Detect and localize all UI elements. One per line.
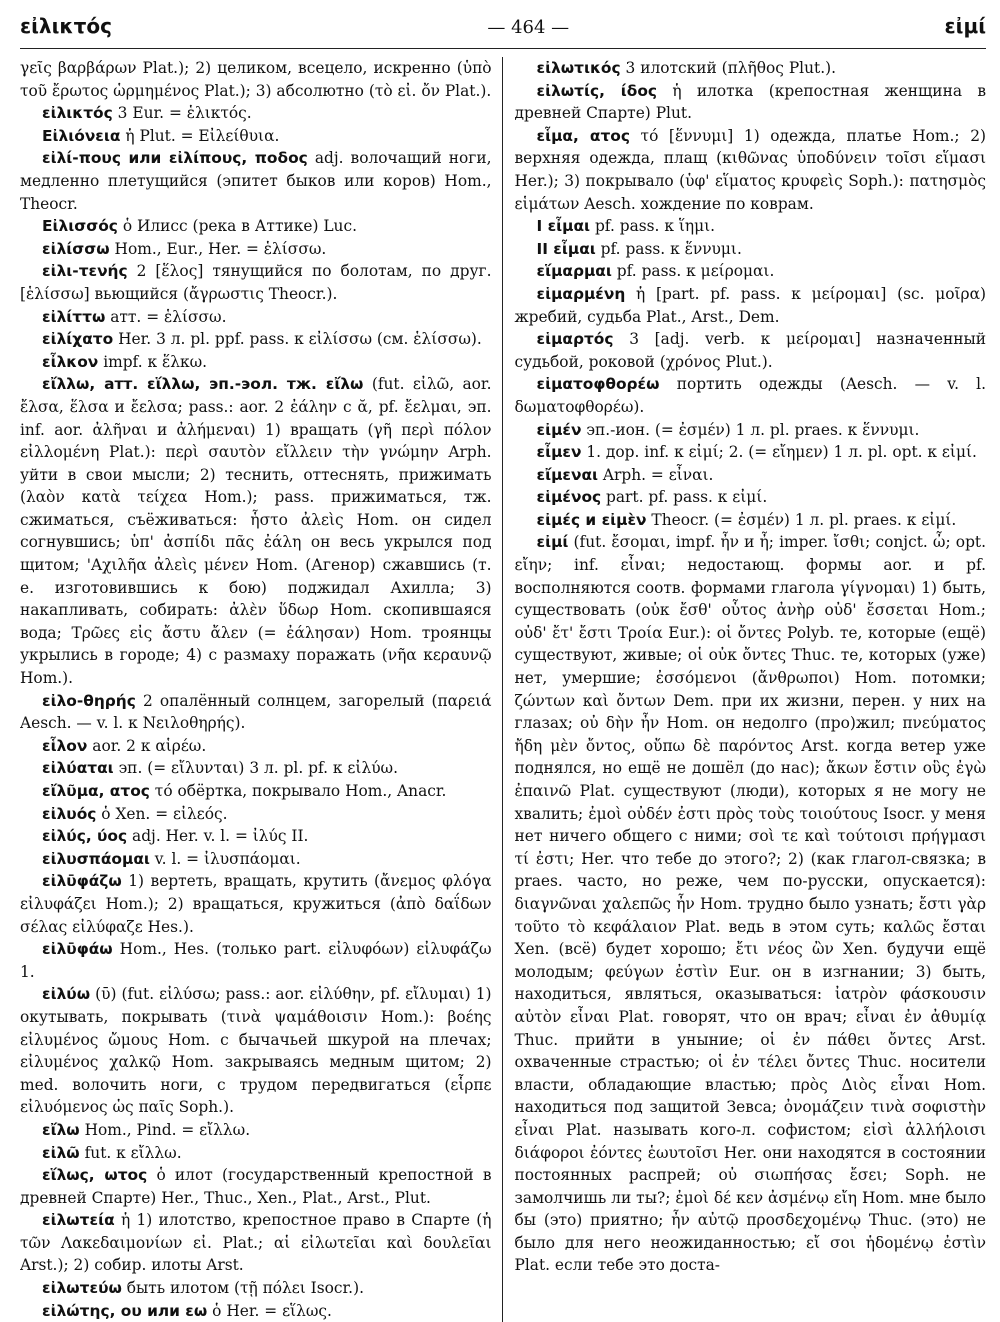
- entry-definition: ἡ илотка (крепостная женщина в древней Спарте) Plut.: [514, 81, 986, 123]
- entry-headword: εἰλύαται: [42, 759, 114, 778]
- entry-headword: Εἰλισσός: [42, 217, 118, 236]
- dictionary-entry: [515, 283, 987, 328]
- entry-definition: Hom., Eur., Her. = ἑλίσσω.: [109, 239, 327, 258]
- left-running-headword: εἰλικτός: [20, 14, 112, 38]
- dictionary-entry: [20, 1142, 492, 1165]
- dictionary-entry: [20, 373, 492, 689]
- entry-definition: pf. pass. к ἵημι.: [590, 217, 716, 236]
- entry-headword: εἷλον: [42, 736, 88, 755]
- dictionary-entry: [20, 1277, 492, 1300]
- entry-headword: εἴμεναι: [536, 465, 599, 484]
- dictionary-entry: [20, 1300, 492, 1322]
- columns: [20, 57, 986, 1322]
- dictionary-entry: [20, 238, 492, 261]
- entry-headword: εἰλο-θηρής: [42, 691, 136, 710]
- entry-headword: εἰλωτικός: [536, 59, 621, 77]
- dictionary-entry: [515, 260, 987, 283]
- dictionary-entry: [20, 803, 492, 826]
- entry-definition: fut. к εἴλλω.: [79, 1143, 182, 1162]
- dictionary-entry: [20, 260, 492, 305]
- dictionary-entry: [515, 57, 987, 80]
- entry-headword: εἰλυσπάομαι: [42, 849, 150, 868]
- dictionary-entry: [515, 238, 987, 261]
- dictionary-entry: [20, 848, 492, 871]
- entry-headword: εἶμεν: [536, 443, 582, 462]
- entry-headword: εἰμέν: [536, 420, 582, 439]
- entry-definition: adj. волочащий ноги, медленно плетущийся (эпитет быков или коров) Hom., Theocr.: [20, 149, 492, 213]
- dictionary-entry: [515, 125, 987, 215]
- dictionary-entry: [20, 1164, 492, 1209]
- entry-definition: pf. pass. к μείρομαι.: [611, 262, 775, 281]
- entry-definition: aor. 2 к αἱρέω.: [87, 736, 207, 755]
- entry-definition: быть илотом (τῇ πόλει Isocr.).: [121, 1279, 364, 1298]
- entry-headword: εἰλῡφάζω: [42, 872, 122, 891]
- entry-headword: εἰλύω: [42, 985, 91, 1004]
- entry-definition: эп. (= εἴλυνται) 3 л. pl. pf. к εἰλύω.: [113, 759, 398, 778]
- entry-definition: τό [ἕννυμι] 1) одежда, платье Hom.; 2) верхняя одежда, плащ (κιθῶνας ὑποδύνειν τοῖσι εἵμασι Her.); 3) покрывало (ὑφ' εἵματος κρυφεὶς Soph.): πατησμὸς εἱμάτων Aesch. хождение по коврам.: [514, 126, 986, 213]
- entry-headword: εἰλύς, ύος: [42, 827, 128, 846]
- entry-headword: εἰλίσσω: [42, 239, 110, 258]
- entry-definition: 3 [adj. verb. к μείρομαι] назначенный судьбой, роковой (χρόνος Plut.).: [514, 330, 986, 371]
- entry-headword: εἱμαρμένη: [536, 284, 626, 303]
- entry-definition: ἡ 1) илотство, крепостное право в Спарте (ἡ τῶν Λακεδαιμονίων εἰ. Plat.; αἱ εἰλωτεῖαι καὶ δουλεῖαι Arst.); 2) собир. илоты Arst.: [20, 1211, 492, 1275]
- entry-definition: (fut. ἔσομαι, impf. ἦν и ἦ; imper. ἴσθι; conjct. ὦ; opt. εἴην; inf. εἶναι; недостающ. формы aor. и pf. восполняются соотв. формами глагола γίγνομαι) 1) быть, существовать (οὐκ ἔσθ' οὗτος ἀνὴρ οὐδ' ἔσσεται Hom.; οὐδ' ἔτ' ἔστι Τροία Eur.): οἱ ὄντες Polyb. те, которые (ещё) существуют, живые; οἱ οὐκ ὄντες Thuc. те, которых (уже) нет, умершие; ἐσσόμενοι (ἄνθρωποι) Hom. потомки; ζώντων καὶ ὄντων Dem. при их жизни, перен. у них на глазах; οὐ δὴν ἦν Hom. он недолго (про)жил; πνεύματος ἤδη μὲν ὄντος, οὔπω δὲ παρόντος Arst. когда ветер уже поднялся, но ещё не дошёл (до нас); ἄκων ἔστιν οὓς ἐγὼ ἐπαινῶ Plat. существуют (люди), которых я не могу не хвалить; ἐμοὶ οὐδέν ἐστι πρὸς τοὺς τοιούτους Isocr. у меня нет ничего общего с ними; σοὶ τε καὶ τούτοισι πρήγμασι τί ἐστι; Her. что тебе до этого?; 2) (как глагол-связка; в praes. часто, но реже, чем по-русски, опускается): διαγνῶναι χαλεπῶς ἦν Hom. трудно было узнать; ἔστι γὰρ τοῦτο τὸ κεφάλαιον Plat. ведь в этом суть; καλῶς ἔσται Xen. (всё) будет хорошо; ἔτι νέος ὢν Xen. будучи ещё молодым; φεύγων ἐστὶν Eur. он в изгнании; 3) быть, находиться, являться, оказываться: ἰατρὸν φάσκουσιν αὐτὸν εἶναι Plat. говорят, что он врач; εἶναι ἐν ἀθυμίᾳ Thuc. прийти в уныние; οἱ ἐν πάθει ὄντες Arst. охваченные страстью; οἱ ἐν τέλει ὄντες Thuc. носители власти, обладающие властью; πρὸς Διὸς εἶναι Hom. находиться под защитой Зевса; ὀνομάζειν τινὰ σοφιστὴν εἶναι Plat. называть кого-л. софистом; εἰσὶ ἀλλήλοισι διάφοροι ἐόντες ἑωυτοῖσι Her. они находятся в состоянии постоянных распрей; οὐ σιωπήσας ἔσει; Soph. не замолчишь ли ты?; ἐμοὶ δέ κεν ἀσμένῳ εἴη Hom. мне было бы (это) приятно; ἦν αὐτῷ προσδεχομένῳ Thuc. (это) не было для него неожиданностью; εἴ σοι ἡδομένῳ ἐστὶν Plat. если тебе это доста-: [514, 533, 986, 1275]
- entry-headword: εἰλωτεύω: [42, 1279, 122, 1298]
- entry-headword: εἰλῶ: [42, 1143, 80, 1162]
- entry-definition: γεῖς βαρβάρων Plat.); 2) целиком, всецело, искренно (ὑπὸ τοῦ ἔρωτος ὡρμημένος Plat.); 3) абсолютно (τὸ εἰ. ὄν Plat.).: [20, 59, 492, 100]
- entry-definition: adj. Her. v. l. = ἰλύς II.: [127, 827, 309, 846]
- entry-definition: 3 Eur. = ἑλικτός.: [112, 104, 252, 123]
- dictionary-entry: [20, 983, 492, 1119]
- dictionary-entry: [515, 373, 987, 418]
- dictionary-entry: [515, 441, 987, 464]
- entry-definition: ὁ Her. = εἵλως.: [207, 1301, 332, 1320]
- dictionary-entry: [20, 757, 492, 780]
- dictionary-entry: [20, 125, 492, 148]
- entry-definition: v. l. = ἰλυσπάομαι.: [149, 849, 301, 868]
- entry-definition: атт. = ἑλίσσω.: [105, 307, 227, 326]
- dictionary-entry: [515, 509, 987, 532]
- dictionary-entry: [515, 464, 987, 487]
- dictionary-entry: [20, 1209, 492, 1277]
- entry-headword: εἰλώτης, ου или εω: [42, 1301, 208, 1320]
- entry-headword: εἰλίττω: [42, 307, 106, 326]
- entry-definition: (ῡ) (fut. εἰλύσω; pass.: aor. εἰλύθην, pf. εἴλυμαι) 1) окутывать, покрывать (τινὰ ψαμάθοισιν Hom.): βοέης εἰλυμένος ὤμους Hom. с бычачьей шкурой на плечах; εἰλυμένος χαλκῷ Hom. закрываясь медным щитом; 2) med. волочить ноги, с трудом передвигаться (εἷρπε εἰλυόμενος ὡς παῖς Soph.).: [20, 985, 492, 1117]
- entry-headword: εἰλικτός: [42, 104, 113, 123]
- right-running-headword: εἰμί: [944, 14, 986, 38]
- entry-headword: εἱμαρτός: [536, 330, 614, 349]
- entry-headword: εἱμένος: [536, 488, 602, 507]
- entry-definition: part. pf. pass. к εἰμί.: [601, 488, 768, 507]
- entry-definition: ἡ [part. pf. pass. к μείρομαι] (sc. μοῖρα) жребий, судьба Plat., Arst., Dem.: [514, 284, 986, 326]
- dictionary-entry: [20, 306, 492, 329]
- entry-headword: εἰλί-πους или εἰλίπους, ποδος: [42, 149, 308, 168]
- entry-definition: 3 илотский (πλῆθος Plut.).: [620, 59, 836, 77]
- page-header: [20, 14, 986, 49]
- entry-headword: εἰμί: [536, 533, 569, 552]
- entry-definition: ὁ Илисс (река в Аттике) Luc.: [117, 217, 357, 236]
- dictionary-entry: [515, 80, 987, 125]
- entry-definition: (fut. εἰλῶ, aor. ἔλσα, ἕλσα и ἔελσα; pass.: aor. 2 ἐάλην с ᾰ, pf. ἔελμαι, эп. inf. aor. ἀλῆναι и ἀλήμεναι) 1) вращать (γῆ περὶ πόλον εἰλλομένη Plat.): περὶ σαυτὸν εἴλλειν τὴν γνώμην Arph. уйти в свои мысли; 2) теснить, оттеснять, прижимать (λαὸν κατὰ τείχεα Hom.); pass. прижиматься, тж. сжиматься, съёживаться: ἧστο ἀλεὶς Hom. он сидел согнувшись; ὑπ' ἀσπίδι πᾶς ἐάλη он весь укрылся под щитом; 'Αχιλῆα ἀλεὶς μένεν Hom. (Агенор) сжавшись (т. е. изготовившись к бою) поджидал Ахилла; 3) накапливать, собирать: ἀλὲν ὕδωρ Hom. скопившаяся вода; Τρῶες εἰς ἄστυ ἄλεν (= ἐάλησαν) Hom. троянцы укрылись в городе; 4) с размаху поражать (νῆα κεραυνῷ Hom.).: [20, 375, 492, 688]
- dictionary-entry: [20, 690, 492, 735]
- dictionary-entry: [20, 351, 492, 374]
- entry-headword: εἶλκον: [42, 352, 99, 371]
- entry-headword: Εἰλιόνεια: [42, 126, 121, 145]
- entry-definition: 2 [ἕλος] тянущийся по болотам, по друг. [ἑλίσσω] вьющийся (ἄγρωστις Theocr.).: [20, 262, 492, 303]
- entry-headword: εἰλι-τενής: [42, 262, 128, 281]
- dictionary-entry: [515, 215, 987, 238]
- dictionary-entry: [20, 102, 492, 125]
- dictionary-entry: [20, 57, 492, 102]
- dictionary-entry: [20, 870, 492, 938]
- entry-definition: τό обёртка, покрывало Hom., Anacr.: [149, 782, 447, 800]
- entry-headword: εἴλω: [42, 1120, 80, 1139]
- entry-definition: Hom., Pind. = εἴλλω.: [79, 1120, 251, 1139]
- entry-definition: pf. pass. к ἕννυμι.: [595, 239, 742, 258]
- dictionary-entry: [20, 938, 492, 983]
- entry-definition: Her. 3 л. pl. ppf. pass. к εἰλίσσω (см. ἑλίσσω).: [113, 330, 482, 349]
- entry-headword: I εἶμαι: [536, 217, 591, 236]
- entry-headword: εἰλῡφάω: [42, 940, 113, 959]
- dictionary-entry: [20, 735, 492, 758]
- entry-headword: II εἶμαι: [536, 239, 596, 258]
- entry-definition: ἡ Plut. = Εἰλείθυια.: [120, 126, 280, 145]
- dictionary-entry: [515, 531, 987, 1277]
- entry-definition: эп.-ион. (= ἐσμέν) 1 л. pl. praes. к ἕννυμι.: [581, 420, 920, 439]
- entry-definition: ὁ Xen. = εἰλεός.: [96, 804, 228, 823]
- entry-headword: εἵμαρμαι: [536, 262, 612, 281]
- entry-definition: портить одежды (Aesch. — v. l. δωματοφθορέω).: [514, 375, 986, 416]
- dictionary-entry: [20, 215, 492, 238]
- entry-headword: εἰμές и εἰμὲν: [536, 510, 647, 529]
- entry-headword: εἵλως, ωτος: [42, 1166, 148, 1185]
- entry-definition: ὁ илот (государственный крепостной в древней Спарте) Her., Thuc., Xen., Plat., Arst., Plut.: [20, 1166, 492, 1207]
- entry-definition: 1. дор. inf. к εἰμί; 2. (= εἴημεν) 1 л. pl. opt. к εἰμί.: [581, 443, 977, 462]
- entry-headword: εἰλυός: [42, 804, 97, 823]
- entry-definition: Arph. = εἶναι.: [598, 465, 714, 484]
- entry-headword: εἴλῦμα, ατος: [42, 782, 150, 800]
- dictionary-entry: [515, 419, 987, 442]
- dictionary-entry: [20, 328, 492, 351]
- entry-headword: εἰλίχατο: [42, 330, 114, 349]
- left-column: [20, 57, 502, 1322]
- dictionary-entry: [20, 780, 492, 803]
- entry-headword: εἰλωτίς, ίδος: [536, 81, 658, 100]
- page-number: — 464 —: [487, 17, 570, 38]
- dictionary-entry: [20, 825, 492, 848]
- entry-headword: εἰλωτεία: [42, 1211, 115, 1230]
- dictionary-entry: [515, 486, 987, 509]
- entry-definition: 2 опалённый солнцем, загорелый (παρειά Aesch. — v. l. к Νειλοθηρής).: [20, 691, 492, 733]
- right-column: [502, 57, 987, 1322]
- entry-headword: εἱματοφθορέω: [536, 375, 660, 394]
- entry-definition: Hom., Hes. (только part. εἰλυφόων) εἰλυφάζω 1.: [20, 940, 492, 981]
- entry-headword: εἴλλω, атт. εἵλλω, эп.-эол. тж. εἴλω: [42, 375, 364, 394]
- entry-headword: εἷμα, ατος: [536, 126, 630, 145]
- entry-definition: Theocr. (= ἐσμέν) 1 л. pl. praes. к εἰμί.: [646, 510, 957, 529]
- entry-definition: impf. к ἕλκω.: [98, 352, 208, 371]
- dictionary-entry: [20, 1119, 492, 1142]
- dictionary-entry: [515, 328, 987, 373]
- dictionary-entry: [20, 147, 492, 215]
- entry-definition: 1) вертеть, вращать, крутить (ἄνεμος φλόγα εἰλυφάζει Hom.); 2) вращаться, кружиться (ἀπὸ δαΐδων σέλας εἰλύφαζε Hes.).: [20, 872, 492, 936]
